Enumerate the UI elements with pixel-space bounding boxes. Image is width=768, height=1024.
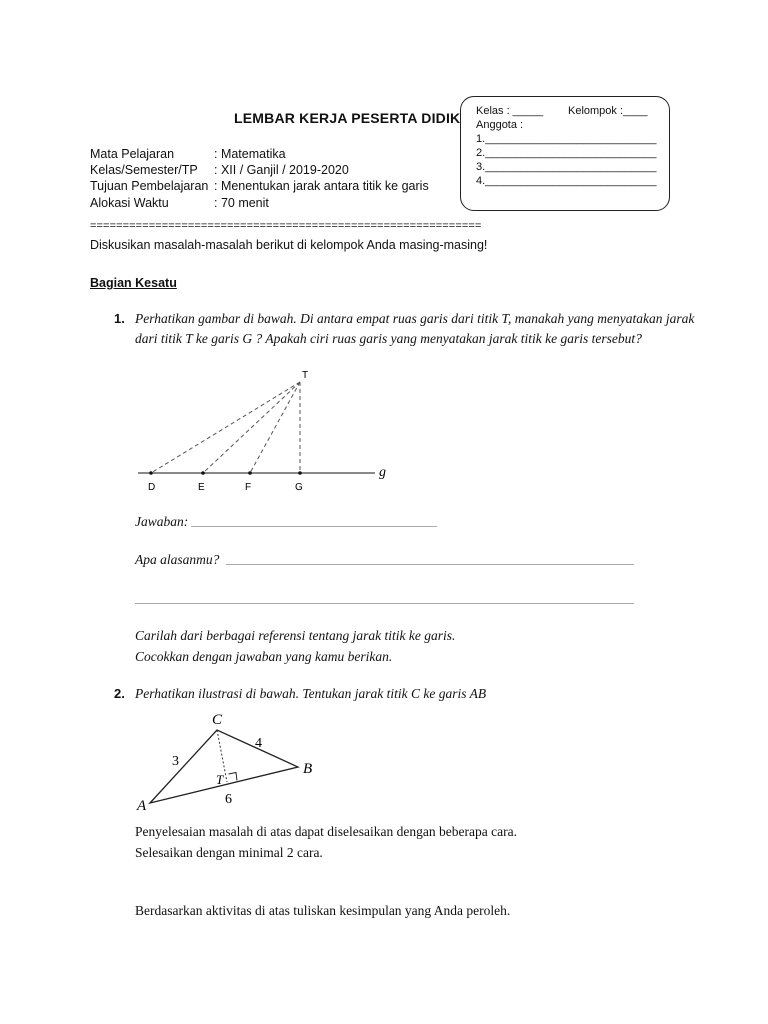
answer-input-line[interactable] xyxy=(191,526,437,527)
kelas-kelompok-row xyxy=(476,104,669,118)
label-C: C xyxy=(212,712,223,728)
section-title: Bagian Kesatu xyxy=(90,276,177,290)
question-2-number: 2. xyxy=(114,686,125,701)
meta-value: : Menentukan jarak antara titik ke garis xyxy=(214,179,429,194)
meta-row-objective xyxy=(90,178,429,194)
meta-label: Alokasi Waktu xyxy=(90,195,169,210)
meta-value: : 70 menit xyxy=(214,195,269,210)
label-side-AB: 6 xyxy=(225,792,232,807)
answer-label: Jawaban: xyxy=(135,514,189,529)
question-1-text: Perhatikan gambar di bawah. Di antara empat ruas garis dari titik T, manakah yang menyatakan jarak dari titik T ke garis G ? Apakah ciri ruas garis yang menyatakan jarak titik ke garis tersebut? xyxy=(135,311,695,346)
label-T: T xyxy=(302,370,309,381)
reason-input-line[interactable] xyxy=(226,564,634,565)
label-D: D xyxy=(148,482,156,493)
label-T: T xyxy=(216,772,224,787)
meta-label: Tujuan Pembelajaran xyxy=(90,179,209,194)
point-D xyxy=(149,471,153,475)
label-g: g xyxy=(379,465,386,480)
segment-TE xyxy=(203,382,300,473)
meta-row-time xyxy=(90,195,429,211)
label-side-AC: 3 xyxy=(172,754,179,769)
label-side-CB: 4 xyxy=(255,736,262,751)
instruction-text: Diskusikan masalah-masalah berikut di kelompok Anda masing-masing! xyxy=(90,238,488,252)
reason-input-line-2[interactable] xyxy=(135,603,634,604)
label-B: B xyxy=(303,761,313,777)
label-E: E xyxy=(198,482,205,493)
member-field-2[interactable]: 2.____________________________ xyxy=(476,147,657,159)
member-field-4[interactable]: 4.____________________________ xyxy=(476,175,657,187)
figure-triangle-ABC xyxy=(130,706,330,816)
solution-line-2: Selesaikan dengan minimal 2 cara. xyxy=(135,845,323,860)
page-title: LEMBAR KERJA PESERTA DIDIK xyxy=(234,110,461,126)
point-F xyxy=(248,471,252,475)
label-G: G xyxy=(295,482,303,493)
meta-value: : Matematika xyxy=(214,147,286,161)
separator-line: ============================================================ xyxy=(90,220,482,232)
member-field-3[interactable]: 3.____________________________ xyxy=(476,161,657,173)
label-A: A xyxy=(137,798,147,814)
note-line-2: Cocokkan dengan jawaban yang kamu berikan. xyxy=(135,649,393,664)
reason-label: Apa alasanmu? xyxy=(135,552,220,567)
conclusion-text: Berdasarkan aktivitas di atas tuliskan kesimpulan yang Anda peroleh. xyxy=(135,903,511,918)
meta-row-subject xyxy=(90,146,429,162)
member-field-1[interactable]: 1.____________________________ xyxy=(476,133,657,145)
segment-TF xyxy=(250,382,300,473)
question-1-number: 1. xyxy=(114,311,125,326)
meta-label: Kelas/Semester/TP xyxy=(90,163,198,178)
segment-TD xyxy=(151,382,300,473)
label-F: F xyxy=(245,482,252,493)
note-line-1: Carilah dari berbagai referensi tentang jarak titik ke garis. xyxy=(135,628,456,643)
kelas-field[interactable]: Kelas : _____ xyxy=(476,105,544,117)
solution-line-1: Penyelesaian masalah di atas dapat diselesaikan dengan beberapa cara. xyxy=(135,824,517,839)
point-E xyxy=(201,471,205,475)
meta-value: : XII / Ganjil / 2019-2020 xyxy=(214,163,349,178)
kelompok-field[interactable]: Kelompok :____ xyxy=(568,105,648,117)
question-2-text: Perhatikan ilustrasi di bawah. Tentukan jarak titik C ke garis AB xyxy=(135,686,487,701)
anggota-label: Anggota : xyxy=(476,119,524,131)
right-angle-mark xyxy=(229,773,238,781)
lesson-meta xyxy=(90,146,429,211)
meta-label: Mata Pelajaran xyxy=(90,147,175,161)
figure-point-to-line xyxy=(130,364,400,496)
group-info-box xyxy=(460,96,670,211)
meta-row-class xyxy=(90,162,429,178)
point-G xyxy=(298,471,302,475)
